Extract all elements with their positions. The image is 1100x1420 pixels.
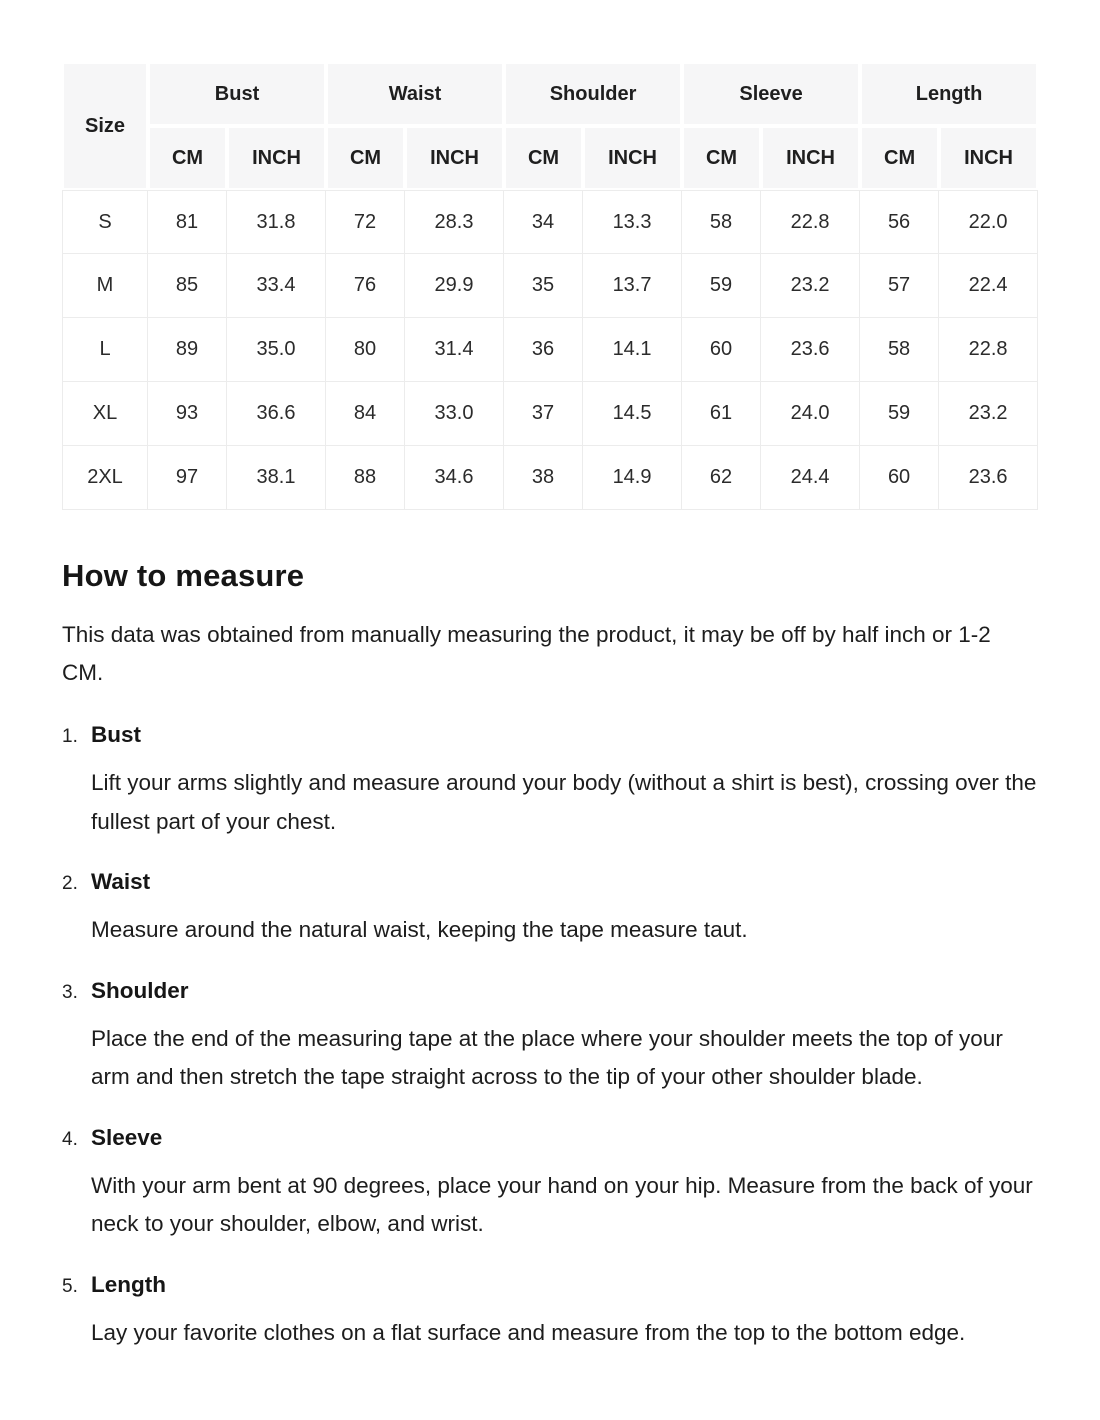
unit-header-cm: CM xyxy=(326,126,405,190)
step-title: Sleeve xyxy=(91,1124,163,1150)
measurement-cell: 28.3 xyxy=(405,190,504,254)
measure-step xyxy=(62,978,1040,1097)
measurement-cell: 80 xyxy=(326,318,405,382)
group-header-sleeve: Sleeve xyxy=(682,62,860,126)
measurement-cell: 14.9 xyxy=(583,446,682,510)
step-header xyxy=(62,869,1040,895)
step-number: 1. xyxy=(62,726,78,747)
measurement-cell: 31.8 xyxy=(227,190,326,254)
measurement-cell: 36 xyxy=(504,318,583,382)
measurement-cell: 33.4 xyxy=(227,254,326,318)
step-title: Bust xyxy=(91,722,141,747)
measurement-cell: 60 xyxy=(682,318,761,382)
measurement-cell: 14.1 xyxy=(583,318,682,382)
measure-steps xyxy=(62,722,1040,1352)
measurement-cell: 56 xyxy=(860,190,939,254)
unit-header-cm: CM xyxy=(504,126,583,190)
unit-header-inch: INCH xyxy=(761,126,860,190)
step-header xyxy=(62,1272,1040,1298)
size-cell: M xyxy=(62,254,148,318)
step-description: Measure around the natural waist, keeping the tape measure taut. xyxy=(91,917,748,942)
measurement-cell: 38.1 xyxy=(227,446,326,510)
measurement-cell: 59 xyxy=(860,382,939,446)
measure-step xyxy=(62,1272,1040,1353)
step-header xyxy=(62,722,1040,748)
size-column-header: Size xyxy=(62,62,148,190)
measurement-cell: 35 xyxy=(504,254,583,318)
measure-step xyxy=(62,722,1040,841)
measurement-cell: 22.0 xyxy=(939,190,1038,254)
measurement-cell: 81 xyxy=(148,190,227,254)
unit-header-inch: INCH xyxy=(405,126,504,190)
step-number: 3. xyxy=(62,981,78,1003)
how-to-measure-title: How to measure xyxy=(62,558,305,593)
unit-header-inch: INCH xyxy=(583,126,682,190)
step-description: Place the end of the measuring tape at the place where your shoulder meets the top of your arm and then stretch the tape straight across to the tip of your other shoulder blade. xyxy=(91,1025,1003,1089)
step-title: Shoulder xyxy=(91,977,189,1003)
measurement-cell: 62 xyxy=(682,446,761,510)
group-header-bust: Bust xyxy=(148,62,326,126)
step-number: 5. xyxy=(62,1275,78,1297)
measurement-cell: 58 xyxy=(682,190,761,254)
step-description: Lift your arms slightly and measure around your body (without a shirt is best), crossing over the fullest part of your chest. xyxy=(91,770,1037,834)
measurement-cell: 22.8 xyxy=(761,190,860,254)
measurement-cell: 37 xyxy=(504,382,583,446)
unit-row xyxy=(62,126,1038,190)
unit-header-inch: INCH xyxy=(227,126,326,190)
table-row xyxy=(62,446,1038,510)
step-number: 4. xyxy=(62,1128,78,1150)
measurement-cell: 22.4 xyxy=(939,254,1038,318)
measurement-cell: 36.6 xyxy=(227,382,326,446)
measurement-cell: 88 xyxy=(326,446,405,510)
measurement-cell: 84 xyxy=(326,382,405,446)
size-cell: XL xyxy=(62,382,148,446)
step-header xyxy=(62,1125,1040,1151)
group-header-waist: Waist xyxy=(326,62,504,126)
step-header xyxy=(62,978,1040,1004)
measurement-cell: 13.3 xyxy=(583,190,682,254)
measurement-cell: 24.4 xyxy=(761,446,860,510)
measurement-cell: 59 xyxy=(682,254,761,318)
measurement-cell: 93 xyxy=(148,382,227,446)
measurement-cell: 60 xyxy=(860,446,939,510)
group-header-shoulder: Shoulder xyxy=(504,62,682,126)
table-row xyxy=(62,318,1038,382)
measurement-cell: 34.6 xyxy=(405,446,504,510)
measurement-cell: 76 xyxy=(326,254,405,318)
measurement-cell: 61 xyxy=(682,382,761,446)
measurement-cell: 23.2 xyxy=(939,382,1038,446)
measurement-cell: 22.8 xyxy=(939,318,1038,382)
measurement-cell: 34 xyxy=(504,190,583,254)
measurement-cell: 23.2 xyxy=(761,254,860,318)
measurement-cell: 23.6 xyxy=(761,318,860,382)
measurement-cell: 89 xyxy=(148,318,227,382)
size-chart-table xyxy=(62,62,1038,510)
step-title: Length xyxy=(91,1271,166,1297)
measurement-cell: 14.5 xyxy=(583,382,682,446)
unit-header-cm: CM xyxy=(148,126,227,190)
measurement-cell: 35.0 xyxy=(227,318,326,382)
unit-header-inch: INCH xyxy=(939,126,1038,190)
step-title: Waist xyxy=(91,869,151,894)
measurement-cell: 58 xyxy=(860,318,939,382)
measurement-cell: 97 xyxy=(148,446,227,510)
measurement-cell: 13.7 xyxy=(583,254,682,318)
size-chart-body xyxy=(62,190,1038,510)
measure-intro-text: This data was obtained from manually measuring the product, it may be off by half inch or 1-2 CM. xyxy=(62,622,991,685)
size-chart-header xyxy=(62,62,1038,190)
unit-header-cm: CM xyxy=(860,126,939,190)
size-cell: S xyxy=(62,190,148,254)
measurement-cell: 57 xyxy=(860,254,939,318)
measurement-cell: 31.4 xyxy=(405,318,504,382)
step-description: With your arm bent at 90 degrees, place your hand on your hip. Measure from the back of your neck to your shoulder, elbow, and wrist. xyxy=(91,1172,1033,1236)
step-number: 2. xyxy=(62,873,78,894)
measurement-cell: 23.6 xyxy=(939,446,1038,510)
measurement-cell: 85 xyxy=(148,254,227,318)
size-cell: L xyxy=(62,318,148,382)
measurement-cell: 29.9 xyxy=(405,254,504,318)
measurement-cell: 33.0 xyxy=(405,382,504,446)
unit-header-cm: CM xyxy=(682,126,761,190)
measure-step xyxy=(62,1125,1040,1244)
size-cell: 2XL xyxy=(62,446,148,510)
step-description: Lay your favorite clothes on a flat surface and measure from the top to the bottom edge. xyxy=(91,1319,966,1345)
group-header-row xyxy=(62,62,1038,126)
measurement-cell: 24.0 xyxy=(761,382,860,446)
table-row xyxy=(62,382,1038,446)
measure-step xyxy=(62,869,1040,950)
table-row xyxy=(62,254,1038,318)
measurement-cell: 72 xyxy=(326,190,405,254)
table-row xyxy=(62,190,1038,254)
measurement-cell: 38 xyxy=(504,446,583,510)
group-header-length: Length xyxy=(860,62,1038,126)
